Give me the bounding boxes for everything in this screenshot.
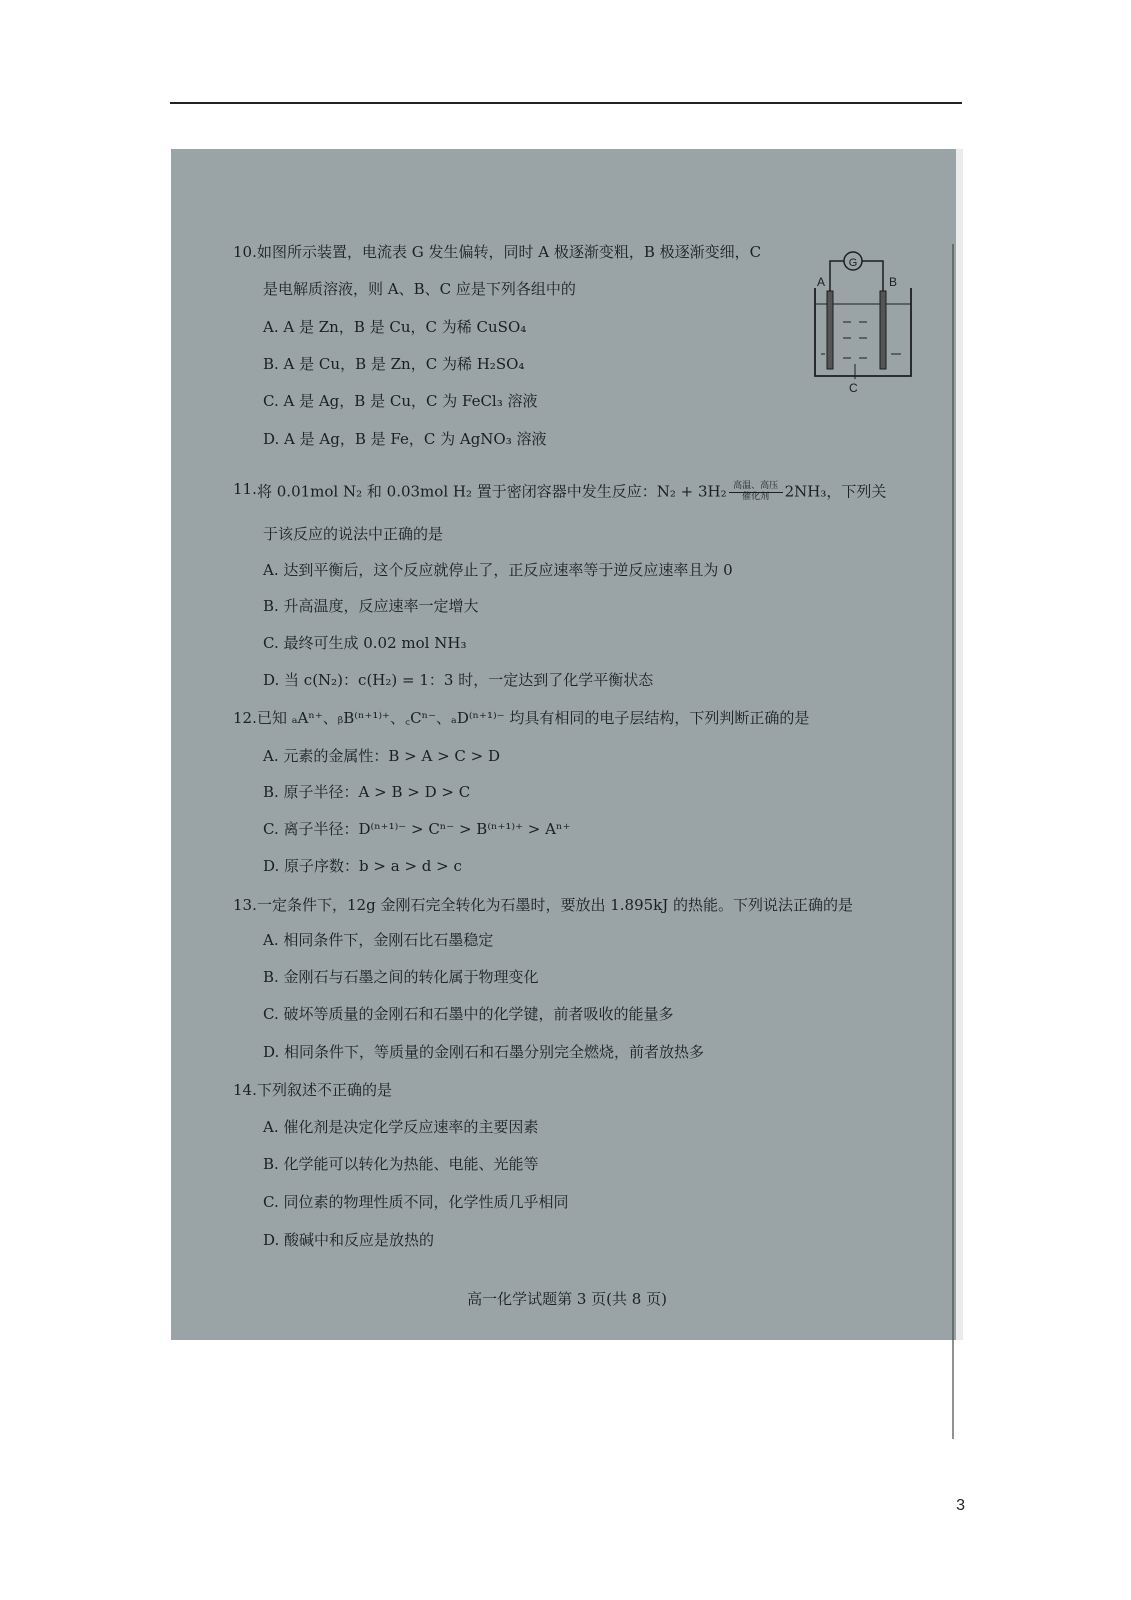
q11-number: 11. [233, 480, 257, 498]
q14-number: 14. [233, 1081, 257, 1099]
q11-stem-part1: 将 0.01mol N₂ 和 0.03mol H₂ 置于密闭容器中发生反应：N₂ + 3H₂ [257, 482, 727, 501]
page-border-line [952, 244, 954, 1439]
q12-stem: 已知 ₐAⁿ⁺、ᵦB⁽ⁿ⁺¹⁾⁺、꜀Cⁿ⁻、ₐD⁽ⁿ⁺¹⁾⁻ 均具有相同的电子层结构，下列判断正确的是 [257, 709, 810, 727]
q10-stem-line2: 是电解质溶液，则 A、B、C 应是下列各组中的 [263, 280, 576, 298]
page-number: 3 [956, 1497, 965, 1514]
galvanic-cell-figure [811, 246, 921, 396]
q12-number: 12. [233, 709, 257, 727]
header-rule [170, 102, 962, 104]
electrode-a-label: A [817, 275, 826, 289]
reaction-condition [729, 482, 783, 503]
galvanometer-label: G [848, 257, 858, 269]
q10-stem-line1: 如图所示装置，电流表 G 发生偏转，同时 A 极逐渐变粗，B 极逐渐变细，C [257, 243, 762, 261]
q10-number: 10. [233, 243, 257, 261]
exam-page-footer: 高一化学试题第 3 页(共 8 页) [467, 1290, 667, 1308]
q14-stem: 下列叙述不正确的是 [257, 1081, 393, 1099]
electrode-b-label: B [889, 275, 898, 289]
q11-stem-line2: 于该反应的说法中正确的是 [263, 525, 444, 543]
q11-stem-part2: 2NH₃，下列关 [784, 482, 887, 501]
electrolyte-c-label: C [849, 381, 858, 395]
scanned-exam-page: 10. 如图所示装置，电流表 G 发生偏转，同时 A 极逐渐变粗，B 极逐渐变细，C 是电解质溶液，则 A、B、C 应是下列各组中的 A. A 是 Zn，B 是 Cu，C 为稀 CuSO₄ B. A 是 Cu，B 是 Zn，C 为稀 H₂SO₄ C. A 是 Ag，B 是 Cu，C 为 FeCl₃ 溶液 D. A 是 Ag，B 是 Fe，C 为 AgNO₃ 溶液 G A B C 11. 将 0.01mol N₂ 和 0.03mol H₂ 置于密闭容器中发生反应：N₂ + 3H₂ $\frac{\text{高温、高压}}{\text{催化剂}}$ 2NH₃，下列关 于该反应的说法中正确的是 A. 达到平衡后，这个反应就停止了，正反应速率等于逆反应速率且为 0 B. 升高温度，反应速率一定增大 C. 最终可生成 0.02 mol NH₃ D. 当 c(N₂)：c(H₂) = 1：3 时，一定达到了化学平衡状态 12. 已知 ₐAⁿ⁺、ᵦB⁽ⁿ⁺¹⁾⁺、꜀Cⁿ⁻、ₐD⁽ⁿ⁺¹⁾⁻ 均具有相同的电子层结构，下列判断正确的是 A. 元素的金属性：B > A > C > D B. 原子半径：A > B > D > C C. 离子半径：D⁽ⁿ⁺¹⁾⁻ > Cⁿ⁻ > B⁽ⁿ⁺¹⁾⁺ > Aⁿ⁺ D. 原子序数：b > a > d > c 13. 一定条件下，12g 金刚石完全转化为石墨时，要放出 1.895kJ 的热能。下列说法正确的是 A. 相同条件下，金刚石比石墨稳定 B. 金刚石与石墨之间的转化属于物理变化 C. 破坏等质量的金刚石和石墨中的化学键，前者吸收的能量多 D. 相同条件下，等质量的金刚石和石墨分别完全燃烧，前者放热多 14. 下列叙述不正确的是 A. 催化剂是决定化学反应速率的主要因素 B. 化学能可以转化为热能、电能、光能等 C. 同位素的物理性质不同，化学性质几乎相同 D. 酸碱中和反应是放热的 高一化学试题第 3 页(共 8 页) [171, 149, 963, 1340]
q11-stem-line1 [257, 482, 886, 503]
condition-bottom: 催化剂 [742, 491, 770, 502]
q13-stem: 一定条件下，12g 金刚石完全转化为石墨时，要放出 1.895kJ 的热能。下列说法正确的是 [257, 896, 854, 914]
condition-top: 高温、高压 [733, 481, 779, 491]
q13-number: 13. [233, 896, 257, 914]
scan-right-edge [956, 149, 963, 1340]
